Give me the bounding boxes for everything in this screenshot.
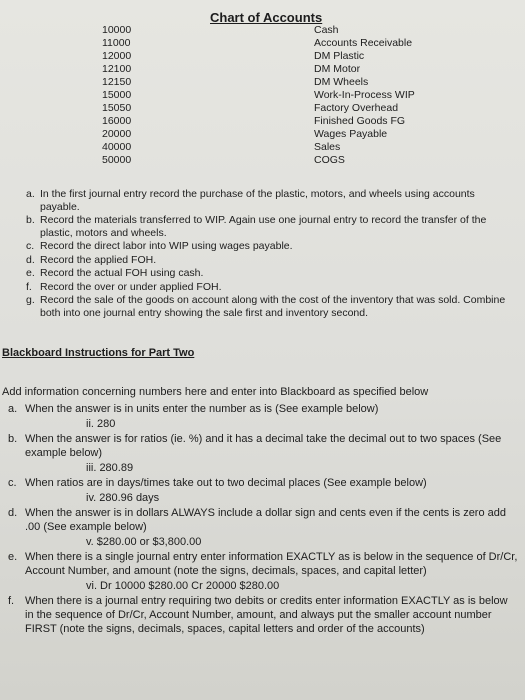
list-item-text: When the answer is in units enter the number as is (See example below) — [25, 403, 379, 415]
list-marker: e. — [26, 267, 35, 279]
list-item — [26, 240, 514, 253]
list-item-text: When there is a journal entry requiring two debits or credits enter information EXACTLY as is below in the sequence of Dr/Cr, Account Number, amount, and always put the smaller account number FIRST (note the signs, decimals, spaces, capital letters and order of the accounts) — [25, 595, 508, 635]
list-item-text: Record the actual FOH using cash. — [40, 267, 204, 279]
list-item — [8, 476, 518, 490]
account-name: Wages Payable — [314, 128, 388, 140]
list-item-text: Record the over or under applied FOH. — [40, 280, 222, 293]
account-number: 40000 — [102, 141, 132, 153]
list-item-text: When there is a single journal entry enter information EXACTLY as is below in the sequence of Dr/Cr, Account Number, and amount (note the signs, decimals, spaces, and capital letter) — [25, 551, 518, 577]
example-value: v. $280.00 or $3,800.00 — [86, 536, 202, 548]
list-marker: d. — [26, 253, 35, 266]
list-item — [26, 214, 514, 239]
list-item-text: Record the direct labor into WIP using wages payable. — [40, 240, 293, 252]
blackboard-instructions-list — [8, 402, 518, 637]
list-marker: e. — [8, 551, 18, 563]
list-item — [8, 432, 518, 460]
blackboard-instructions-title: Blackboard Instructions for Part Two — [2, 347, 195, 359]
example-value: ii. 280 — [86, 418, 116, 430]
list-item — [8, 402, 518, 416]
list-marker: d. — [8, 507, 18, 519]
list-item — [26, 281, 514, 294]
list-marker: f. — [8, 595, 15, 607]
journal-entry-instructions — [26, 188, 514, 320]
list-item-text: Record the applied FOH. — [40, 253, 157, 266]
account-number: 20000 — [102, 128, 132, 140]
account-name: Work-In-Process WIP — [314, 89, 415, 101]
account-name: Sales — [314, 141, 341, 153]
list-marker: g. — [26, 294, 35, 306]
account-number: 12100 — [102, 63, 132, 75]
account-number: 11000 — [102, 37, 131, 49]
account-number: 12150 — [102, 76, 132, 88]
account-name: COGS — [314, 154, 345, 166]
list-marker: b. — [26, 214, 35, 226]
account-name: Factory Overhead — [314, 102, 399, 114]
list-item-text: When ratios are in days/times take out to two decimal places (See example below) — [25, 477, 427, 489]
list-marker: c. — [8, 477, 17, 489]
list-marker: a. — [26, 188, 35, 200]
account-name: DM Plastic — [314, 50, 365, 62]
list-item — [26, 254, 514, 267]
example-value: vi. Dr 10000 $280.00 Cr 20000 $280.00 — [86, 580, 280, 592]
chart-of-accounts-title: Chart of Accounts — [210, 10, 323, 25]
list-item-text: Record the sale of the goods on account along with the cost of the inventory that was sold. Combine both into one journal entry showing the sale first and inventory second. — [40, 294, 506, 319]
account-number: 10000 — [102, 24, 132, 36]
list-marker: a. — [8, 403, 18, 415]
list-marker: c. — [26, 240, 35, 252]
account-name-column — [314, 24, 415, 167]
list-item — [8, 550, 518, 578]
account-number-column — [102, 24, 131, 167]
account-number: 15050 — [102, 102, 132, 114]
account-number: 15000 — [102, 89, 132, 101]
account-name: Finished Goods FG — [314, 115, 406, 127]
example-value: iv. 280.96 days — [86, 492, 160, 504]
blackboard-intro: Add information concerning numbers here and enter into Blackboard as specified below — [2, 386, 429, 398]
list-marker: f. — [26, 280, 32, 293]
example-value: iii. 280.89 — [86, 462, 134, 474]
list-item — [26, 188, 514, 213]
list-item-text: In the first journal entry record the purchase of the plastic, motors, and wheels using accounts payable. — [40, 188, 475, 213]
list-marker: b. — [8, 433, 18, 445]
list-item-text: When the answer is for ratios (ie. %) and it has a decimal take the decimal out to two spaces (See example below) — [25, 433, 502, 459]
account-name: DM Wheels — [314, 76, 369, 88]
account-name: Accounts Receivable — [314, 37, 413, 49]
account-number: 16000 — [102, 115, 132, 127]
list-item-text: When the answer is in dollars ALWAYS include a dollar sign and cents even if the cents is zero add .00 (See example below) — [25, 507, 506, 533]
account-number: 50000 — [102, 154, 132, 166]
account-name: DM Motor — [314, 63, 361, 75]
account-name: Cash — [314, 24, 339, 36]
list-item-text: Record the materials transferred to WIP. Again use one journal entry to record the transfer of the plastic, motors and wheels. — [40, 214, 487, 239]
list-item — [8, 506, 518, 534]
list-item — [8, 594, 518, 636]
list-item — [26, 267, 514, 280]
list-item — [26, 294, 514, 319]
account-number: 12000 — [102, 50, 132, 62]
